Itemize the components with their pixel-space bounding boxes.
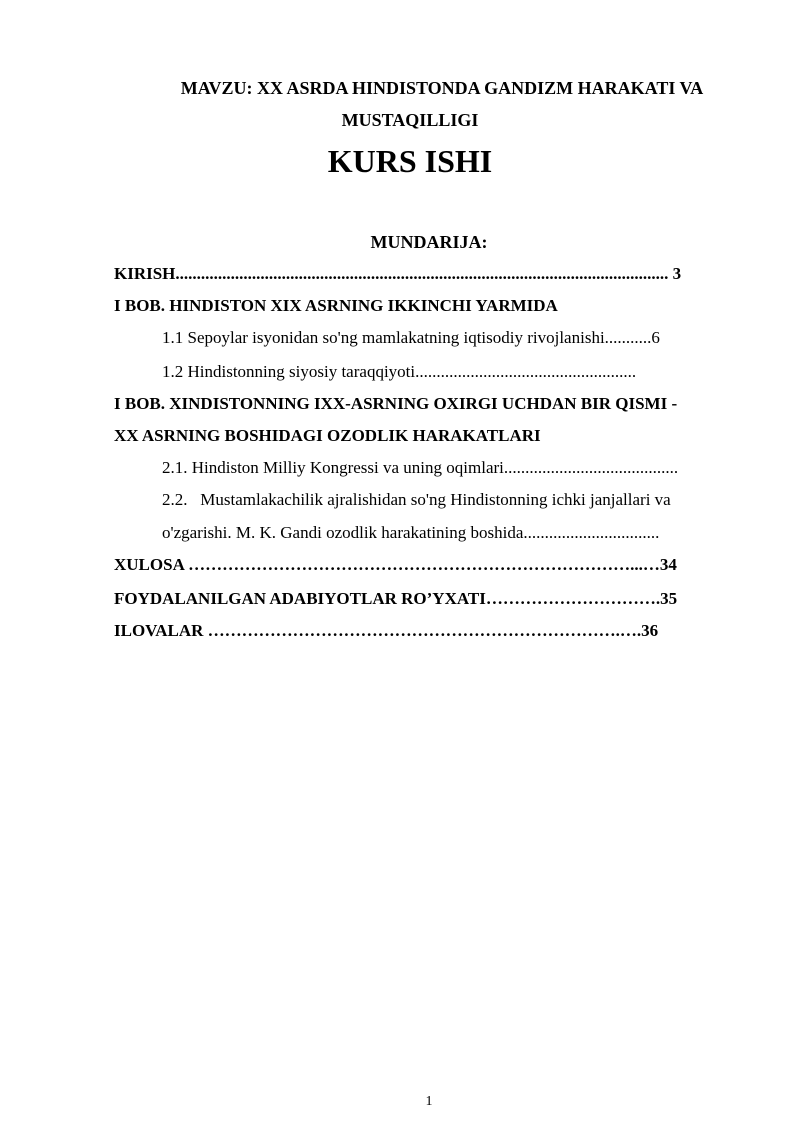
- toc-entry-kirish: KIRISH.................................................................................................................... 3: [114, 264, 682, 283]
- toc-entry-2-2-line-1: 2.2. Mustamlakachilik ajralishidan so'ng Hindistonning ichki janjallari va: [162, 490, 671, 509]
- toc-entry-adabiyotlar: FOYDALANILGAN ADABIYOTLAR RO’YXATI………………………….35: [114, 589, 678, 608]
- page-title: KURS ISHI: [327, 143, 493, 179]
- topic-line-2: MUSTAQILLIGI: [341, 110, 479, 130]
- page-number: 1: [425, 1094, 433, 1109]
- toc-entry-ilovalar: ILOVALAR ……………………………………………………………….….36: [114, 621, 659, 640]
- toc-heading: MUNDARIJA:: [370, 232, 488, 252]
- toc-entry-xulosa: XULOSA ……………………………………………………………………...…34: [114, 555, 677, 574]
- toc-entry-2-1: 2.1. Hindiston Milliy Kongressi va uning oqimlari.........................................: [162, 458, 679, 477]
- topic-line-1: MAVZU: XX ASRDA HINDISTONDA GANDIZM HARAKATI VA: [180, 78, 704, 98]
- toc-entry-chapter-1: I BOB. HINDISTON XIX ASRNING IKKINCHI YARMIDA: [114, 296, 558, 315]
- toc-entry-1-1: 1.1 Sepoylar isyonidan so'ng mamlakatning iqtisodiy rivojlanishi...........6: [162, 328, 660, 347]
- toc-entry-2-2-line-2: o'zgarishi. M. K. Gandi ozodlik harakatining boshida................................: [162, 523, 660, 542]
- toc-entry-1-2: 1.2 Hindistonning siyosiy taraqqiyoti....................................................: [162, 362, 637, 381]
- toc-entry-chapter-2-line-1: I BOB. XINDISTONNING IXX-ASRNING OXIRGI UCHDAN BIR QISMI -: [114, 394, 678, 413]
- toc-entry-chapter-2-line-2: XX ASRNING BOSHIDAGI OZODLIK HARAKATLARI: [114, 426, 541, 445]
